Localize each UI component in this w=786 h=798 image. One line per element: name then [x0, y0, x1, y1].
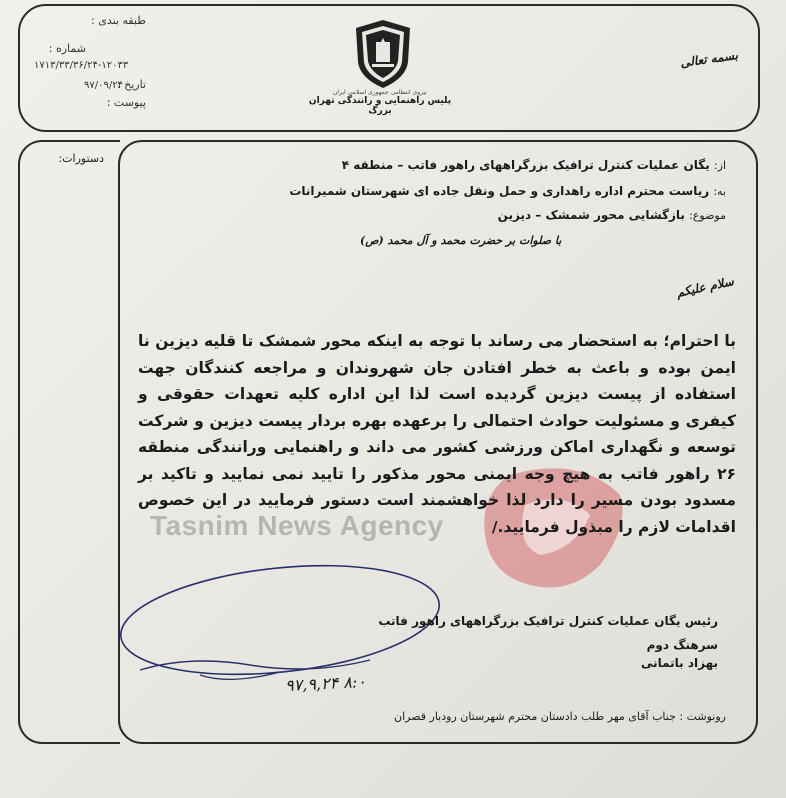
instructions-frame	[18, 140, 120, 744]
subject-line	[498, 208, 726, 222]
handwritten-signature	[110, 560, 440, 700]
subject-value: بازگشایی محور شمشک – دیزین	[497, 208, 685, 222]
signer-name: بهزاد باتمانی	[640, 656, 718, 670]
number-value: ۱۷۱۳/۳۳/۳۶/۲۴-۱۲۰۳۳	[34, 60, 129, 71]
basmala: بسمه تعالی	[679, 48, 739, 70]
handwritten-date: ۹۷,۹,۲۴ ۸:۰	[284, 671, 367, 696]
from-value: یگان عملیات کنترل ترافیک بزرگراههای راهور فاتب – منطقه ۴	[341, 158, 710, 172]
watermark-text: Tasnim News Agency	[150, 510, 444, 541]
to-line	[289, 184, 726, 198]
date-value: ۹۷/۰۹/۲۴	[84, 80, 123, 91]
signer-rank: سرهنگ دوم	[646, 638, 718, 652]
from-line	[342, 158, 726, 172]
classification-label: طبقه بندی :	[91, 14, 146, 27]
cc-line: رونوشت : جناب آقای مهر طلب دادستان محترم شهرستان رودبار قصران	[394, 710, 726, 723]
number-label: شماره :	[48, 42, 86, 55]
org-name: پلیس راهنمایی و رانندگی تهران بزرگ	[308, 96, 452, 116]
date-label: تاریخ :	[116, 78, 146, 91]
to-value: ریاست محترم اداره راهداری و حمل ونقل جاده ای شهرستان شمیرانات	[289, 184, 710, 198]
signer-title: رئیس یگان عملیات کنترل ترافیک بزرگراههای راهور فاتب	[378, 614, 718, 628]
subject-label: موضوع:	[689, 209, 726, 222]
from-label: از:	[713, 159, 726, 172]
salam-greeting: سلام علیکم	[675, 274, 736, 300]
attachment-label: پیوست :	[106, 96, 146, 109]
police-emblem-icon	[350, 18, 416, 90]
salavat-line: با صلوات بر حضرت محمد و آل محمد (ص)	[360, 234, 562, 247]
instructions-label: دستورات:	[58, 152, 104, 165]
to-label: به:	[713, 185, 726, 198]
org-small-text: نیروی انتظامی جمهوری اسلامی ایران	[333, 89, 427, 96]
letter-body: با احترام؛ به استحضار می رساند با توجه به اینکه محور شمشک تا قلیه دیزین نا ایمن بوده و باعث به خطر افتادن جان شهروندان و مراجعه کنندگان جهت استفاده از پیست دیزین گردیده است لذا این اداره کلیه تعهدات حقوقی و کیفری و مسئولیت حوادث احتمالی را برعهده بهره بردار پیست دیزین و شرکت توسعه و نگهداری اماکن ورزشی کشور می داند و راهنمایی ورانندگی منطقه ۲۶ راهور فاتب به هیچ وجه ایمنی محور مذکور را تایید نمی نمایید و تاکید بر مسدود بودن مسیر را دارد لذا خواهشمند است دستور فرمایید در این خصوص اقدامات لازم را مبذول فرمایید./	[138, 332, 736, 536]
